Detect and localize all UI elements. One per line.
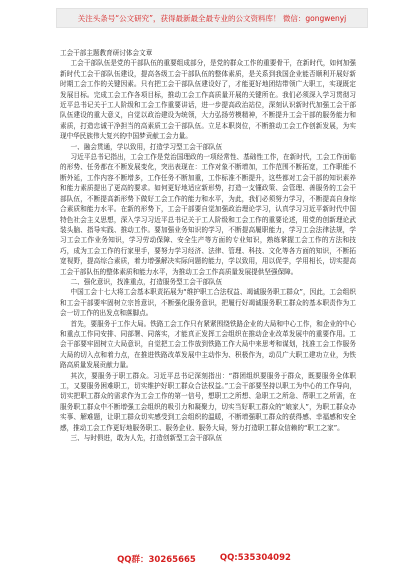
document-paragraphs — [60, 58, 356, 443]
document-title: 工会干部主题教育研讨体会文章 — [60, 49, 153, 57]
section-heading: 二、强化意识，找准重点，打造服务型工会干部队伍 — [70, 277, 223, 286]
promo-banner — [56, 8, 368, 28]
footer-qq-group: QQ群：30265665 — [117, 555, 196, 565]
promo-banner-text: 关注头条号“公文研究”，获得最新最全最专业的公文资料库！ 微信：gongwenyj — [77, 13, 347, 23]
section-heading: 三、与时俱进，敢为人先，打造创新型工会干部队伍 — [70, 434, 223, 443]
body-paragraph: 中国工会十七大将工会基本职责拓展为“维护职工合法权益、竭诚服务职工群众”，因此，工会组织和工会干部要牢固树立宗旨意识，不断强化服务意识，把履行好竭诚服务职工群众的基本职责作为工会一切工作的出发点和落脚点。 — [60, 288, 356, 318]
footer-qq: QQ:535304092 — [219, 553, 291, 563]
document-body — [60, 48, 356, 546]
section-heading: 一、融会贯通，学以致用，打造学习型工会干部队伍 — [70, 142, 223, 151]
body-paragraph: 其次，要服务于职工群众。习近平总书记深刻指出：“群团组织要服务于群众，既要服务全体职工，又要服务困难职工，切实维护好职工群众合法权益。”工会干部要坚持以职工为中心的工作导向，切实把职工群众的需求作为工会工作的第一信号，想职工之所想、急职工之所急、帮职工之所需，在服务职工群众中不断增强工会组织的吸引力和凝聚力，切实当好职工群众的“娘家人”，为职工群众办实事、解难题，让职工群众切实感受到工会组织的温暖，不断增强职工群众的获得感、幸福感和安全感，推动工会工作更好地服务职工、服务企业、服务大局，努力打造职工群众信赖的“职工之家”。 — [60, 371, 356, 432]
footer-contact — [0, 553, 408, 567]
body-paragraph: 习近平总书记指出，工会工作是党治国理政的一项经常性、基础性工作，在新时代，工会工作面临的形势、任务都在不断发展变化，突出表现在：工作对象不断增加，工作范围不断拓宽，工作职能不断外延，工作内容不断增多，工作任务不断加重，工作标准不断提升，这些都对工会干部的知识素养和能力素质提出了更高的要求。如何更好地适应新形势，打造一支懂政策、会管理、善服务的工会干部队伍，不断提高新形势下做好工会工作的能力和水平，为此，我们必须努力学习，不断提高自身综合素质和能力水平。在新的形势下，工会干部要自觉加强政治理论学习，认真学习习近平新时代中国特色社会主义思想，深入学习习近平总书记关于工人阶级和工会工作的重要论述，用党的创新理论武装头脑、指导实践、推动工作。要加强业务知识的学习，不断提高履职能力，学习工会法律法规，学习工会工作业务知识，学习劳动保障、安全生产等方面的专业知识，熟练掌握工会工作的方法和技巧，成为工会工作的行家里手，要努力学习经济、法律、管理、科技、文化等各方面的知识，不断拓宽视野，提高综合素质，着力增强解决实际问题的能力，学以致用，用以促学，学用相长，切实提高工会干部队伍的整体素质和能力水平，为推动工会工作高质量发展提供坚强保障。 — [60, 153, 356, 276]
body-paragraph: 首先，要服务于工作大局。铁路工会工作只有紧紧围绕铁路企业的大局和中心工作，和企业的中心和重点工作同安排、同部署、同落实，才能真正发挥工会组织在推动企业改革发展中的重要作用。工会干部要牢固树立大局意识，自觉把工会工作放到铁路工作大局中来思考和谋划，找准工会工作服务大局的切入点和着力点，在推进铁路改革发展中主动作为、积极作为，动员广大职工建功立业，为铁路高质量发展贡献力量。 — [60, 319, 356, 370]
body-paragraph: 工会干部队伍是党的干部队伍的重要组成部分，是党的群众工作的重要骨干，在新时代，如何加强新时代工会干部队伍建设，提高各级工会干部队伍的整体素质，是关系到我国企业能否顺利开展好新时期工会工作的关键因素。只有把工会干部队伍建设好了，才能更好地团结带领广大职工，实现既定发展目标。完成工会工作各项目标，推动工会工作高质量开展的关键所在。我们必须深入学习贯彻习近平总书记关于工人阶级和工会工作重要讲话，进一步提高政治站位，深刻认识新时代加强工会干部队伍建设的重大意义，自觉以政治建设为统领，大力弘扬劳模精神，不断提升工会干部的服务能力和素质，打造忠诚干净担当的高素质工会干部队伍。立足本职岗位，不断推动工会工作创新发展，为实现中华民族伟大复兴的中国梦贡献工会力量。 — [60, 59, 356, 141]
